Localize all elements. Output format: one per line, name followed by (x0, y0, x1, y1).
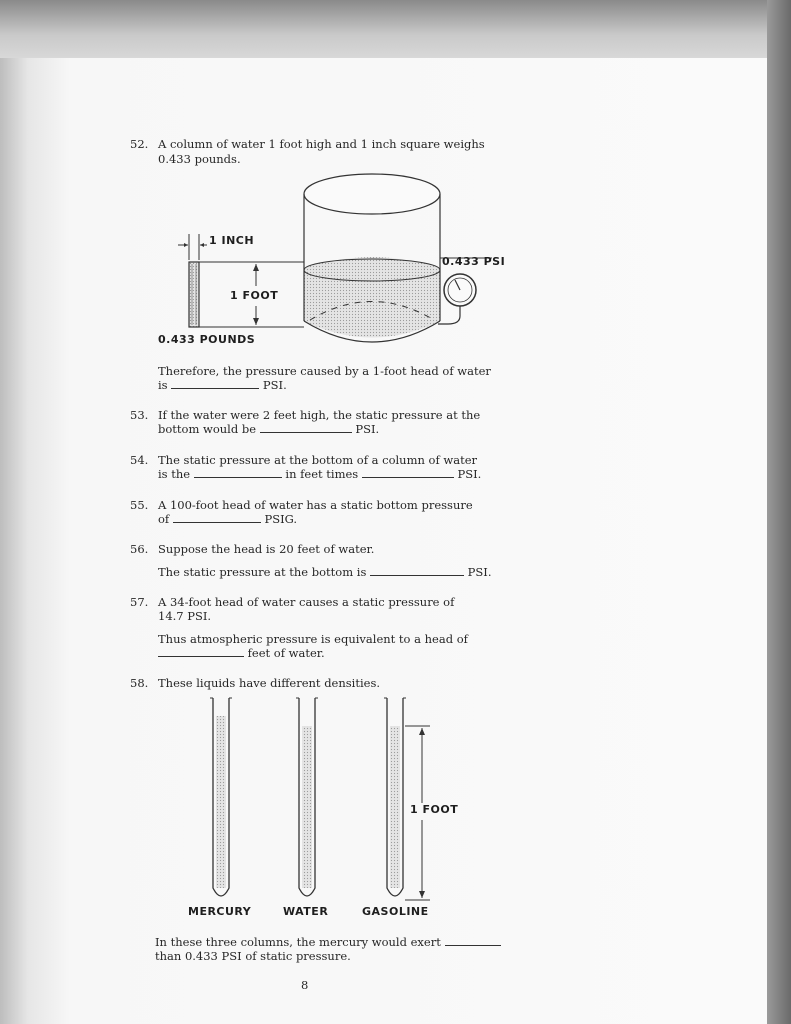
item-54-line2-suffix: PSI. (457, 467, 482, 481)
item-53-line2-suffix: PSI. (355, 422, 380, 436)
item-58-line1: These liquids have different densities. (158, 676, 381, 690)
therefore-line2-suffix: PSI. (262, 378, 287, 392)
item-54-line1: The static pressure at the bottom of a column of water (158, 453, 478, 467)
figure1-psi-label: 0.433 PSI (442, 255, 506, 268)
item-56-line2-prefix: The static pressure at the bottom is (158, 565, 367, 579)
conclusion-line1-prefix: In these three columns, the mercury would exert (155, 935, 441, 949)
answer-blank-53[interactable] (260, 422, 352, 433)
water-tube (296, 698, 318, 896)
item-57-line2: 14.7 PSI. (158, 609, 212, 623)
scanner-background-right (767, 0, 791, 1024)
item-56-line2 (158, 565, 492, 579)
item-55-number: 55. (130, 498, 149, 512)
item-55-line2-suffix: PSIG. (264, 512, 298, 526)
mercury-tube (210, 698, 232, 896)
item-52-number: 52. (130, 137, 149, 151)
item-54-number: 54. (130, 453, 149, 467)
document-page (0, 58, 767, 1024)
figure1-inch-label: 1 INCH (209, 234, 255, 247)
item-52-line2: 0.433 pounds. (158, 152, 241, 166)
item-57-line1: A 34-foot head of water causes a static pressure of (158, 595, 455, 609)
therefore-line2 (158, 378, 287, 392)
item-57-line3: Thus atmospheric pressure is equivalent to a head of (158, 632, 468, 646)
item-55-line2 (158, 512, 297, 526)
conclusion-line1 (155, 935, 501, 949)
item-57-number: 57. (130, 595, 149, 609)
item-53-line1: If the water were 2 feet high, the static pressure at the (158, 408, 481, 422)
item-54-line2-middle: in feet times (285, 467, 359, 481)
item-56-number: 56. (130, 542, 149, 556)
water-label: WATER (283, 905, 329, 918)
water-column-small (189, 262, 199, 327)
therefore-line2-prefix: is (158, 378, 168, 392)
water-tank (304, 174, 440, 342)
conclusion-line2: than 0.433 PSI of static pressure. (155, 949, 351, 963)
figure1-pounds-label: 0.433 POUNDS (158, 333, 256, 346)
item-58-number: 58. (130, 676, 149, 690)
item-55-line1: A 100-foot head of water has a static bottom pressure (158, 498, 473, 512)
gasoline-foot-label: 1 FOOT (410, 803, 459, 816)
mercury-label: MERCURY (188, 905, 252, 918)
therefore-line1: Therefore, the pressure caused by a 1-foot head of water (158, 364, 491, 378)
item-53-number: 53. (130, 408, 149, 422)
scanner-background-top (0, 0, 791, 58)
item-54-line2-prefix: is the (158, 467, 191, 481)
answer-blank-54b[interactable] (362, 467, 454, 478)
inch-dimension-marker (178, 234, 207, 260)
item-55-line2-prefix: of (158, 512, 170, 526)
item-53-line2 (158, 422, 379, 436)
item-56-line1: Suppose the head is 20 feet of water. (158, 542, 375, 556)
gasoline-label: GASOLINE (362, 905, 429, 918)
item-57-line4 (158, 646, 325, 660)
answer-blank-55[interactable] (173, 512, 261, 523)
item-57-line4-suffix: feet of water. (247, 646, 325, 660)
item-53-line2-prefix: bottom would be (158, 422, 257, 436)
item-56-line2-suffix: PSI. (467, 565, 492, 579)
item-54-line2 (158, 467, 481, 481)
answer-blank-56[interactable] (370, 565, 464, 576)
item-52-line1: A column of water 1 foot high and 1 inch square weighs (158, 137, 485, 151)
page-number: 8 (301, 978, 309, 992)
figure1-foot-label: 1 FOOT (230, 289, 279, 302)
answer-blank-therefore[interactable] (171, 378, 259, 389)
answer-blank-58[interactable] (445, 935, 501, 946)
gasoline-tube (384, 698, 406, 896)
answer-blank-54a[interactable] (194, 467, 282, 478)
figure-water-column-tank (0, 58, 767, 358)
answer-blank-57[interactable] (158, 646, 244, 657)
